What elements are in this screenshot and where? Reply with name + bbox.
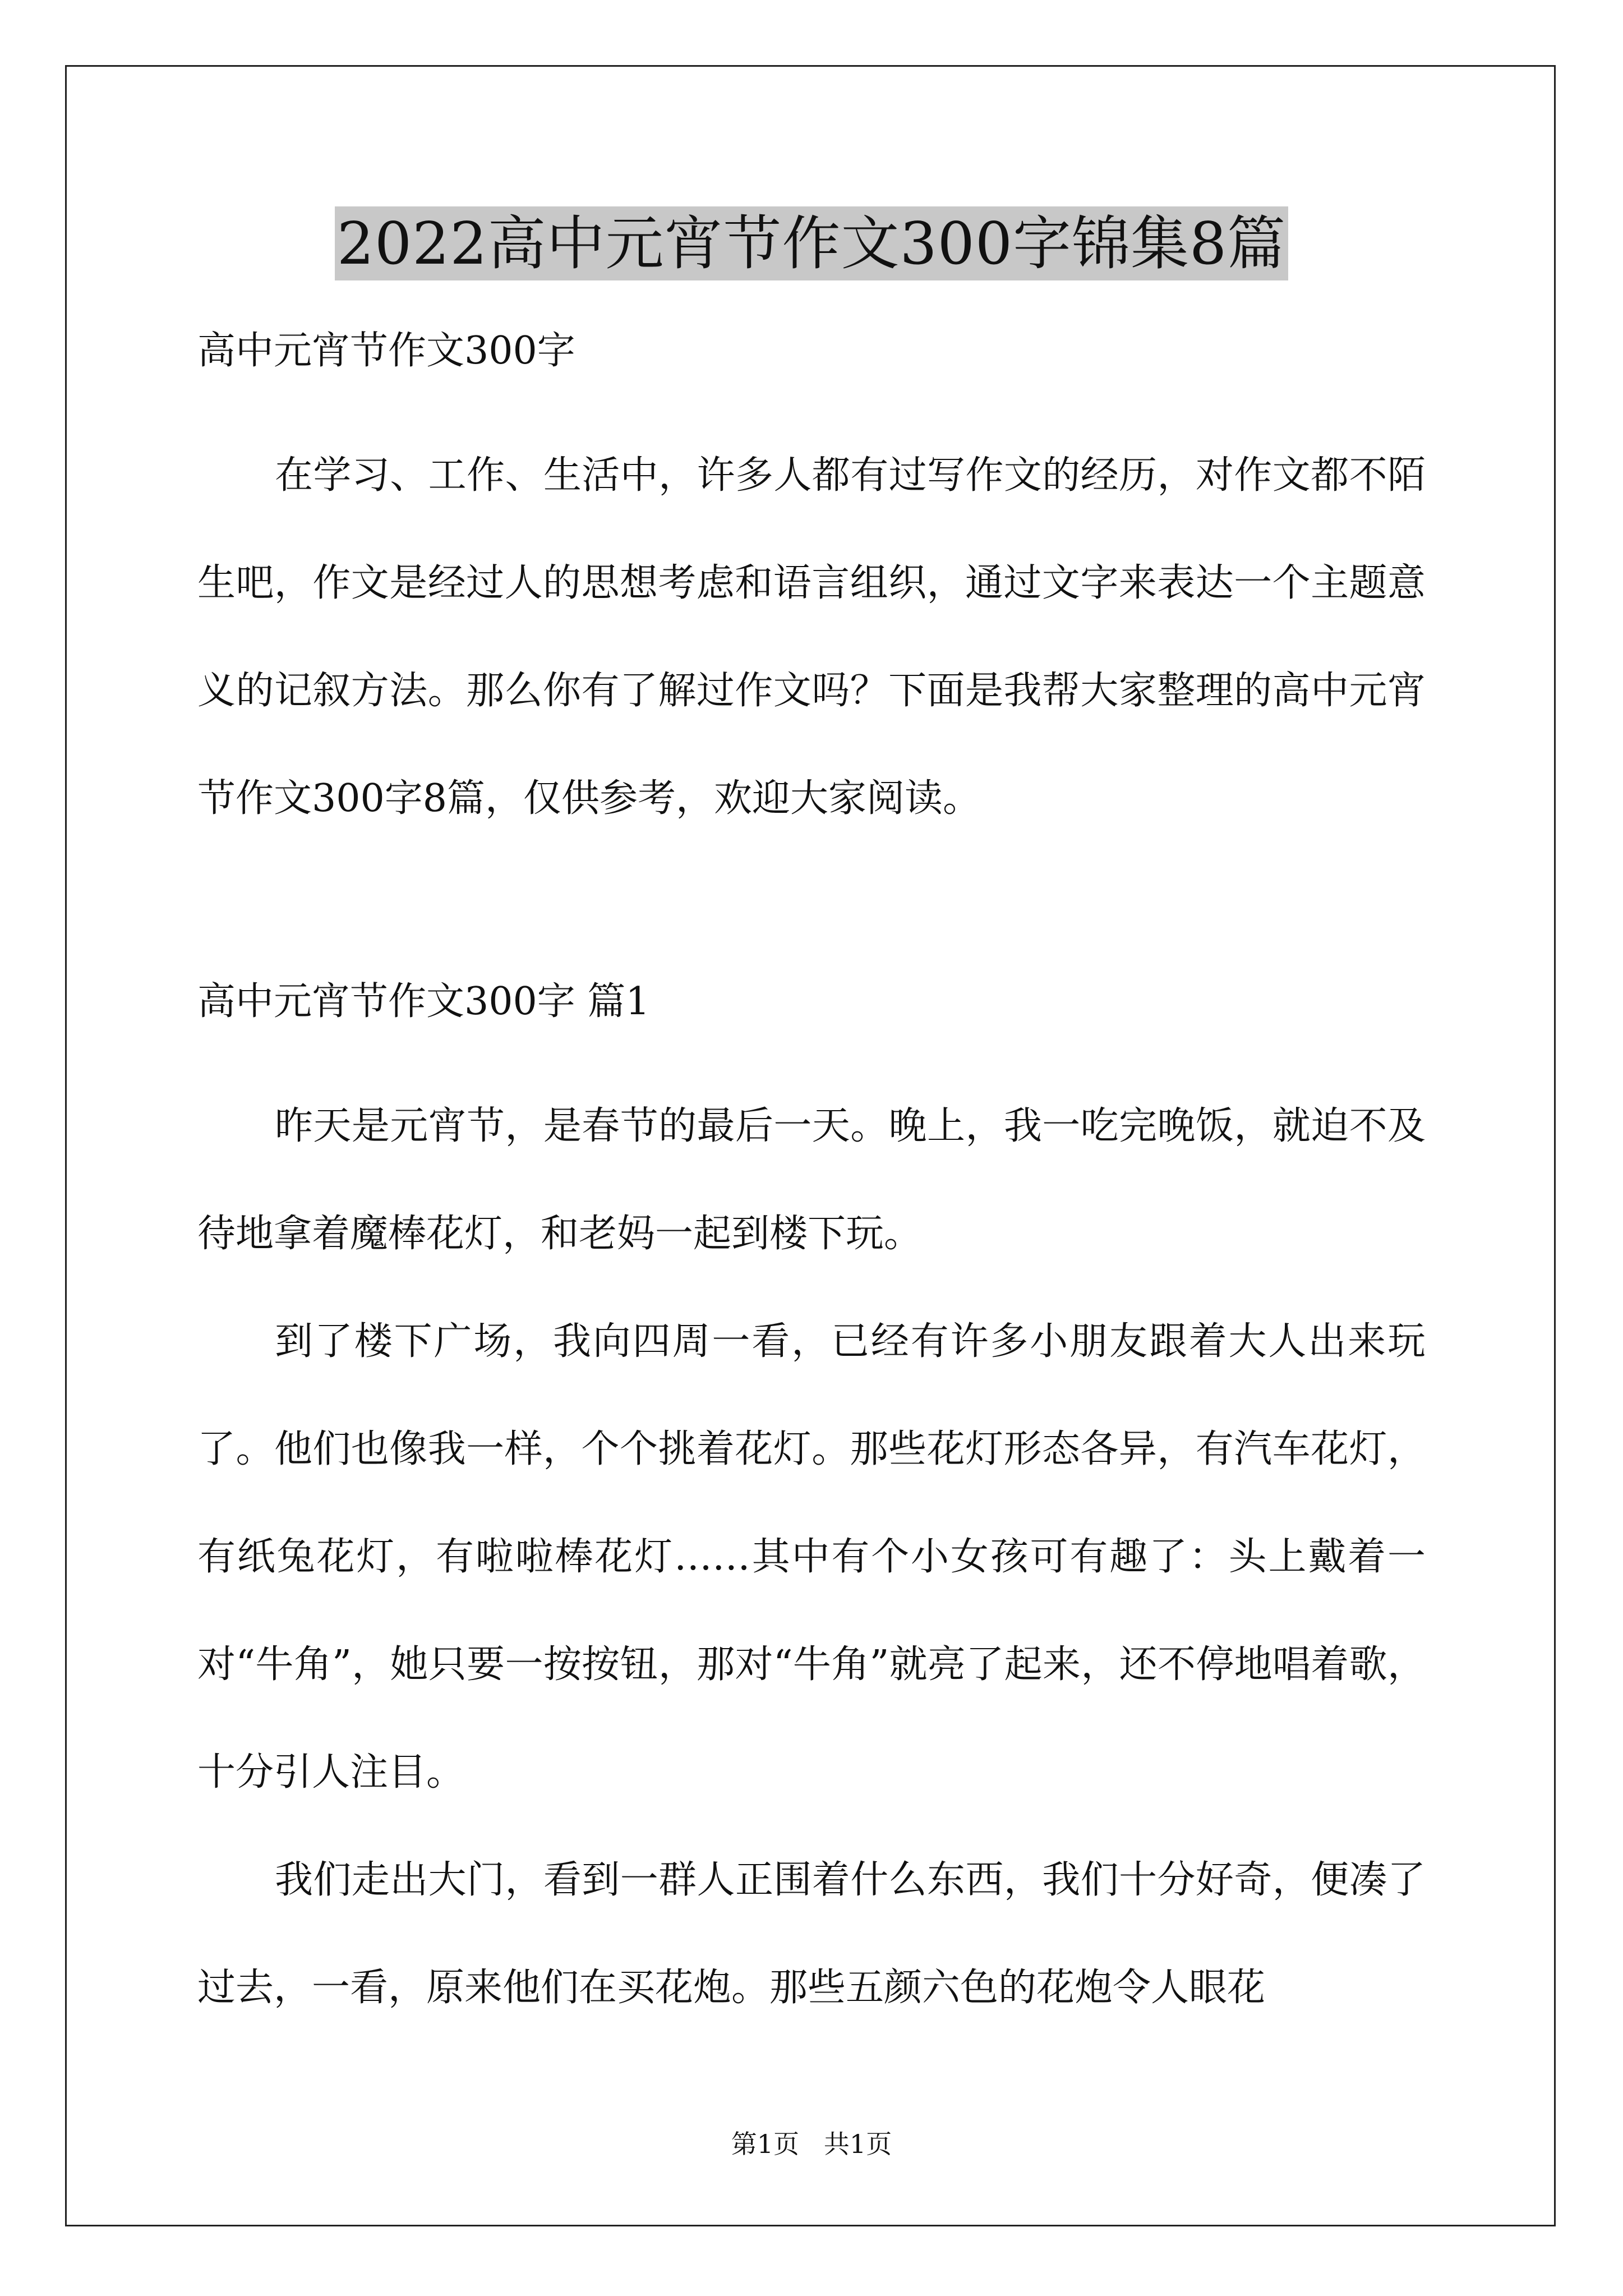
- intro-paragraph: 在学习、工作、生活中，许多人都有过写作文的经历，对作文都不陌生吧，作文是经过人的思想考虑和语言组织，通过文字来表达一个主题意义的记叙方法。那么你有了解过作文吗？下面是我帮大家整理的高中元宵节作文300字8篇，仅供参考，欢迎大家阅读。: [197, 453, 1426, 821]
- section-paragraph: 到了楼下广场，我向四周一看，已经有许多小朋友跟着大人出来玩了。他们也像我一样，个个挑着花灯。那些花灯形态各异，有汽车花灯，有纸兔花灯，有啦啦棒花灯……其中有个小女孩可有趣了：头上戴着一对“牛角”，她只要一按按钮，那对“牛角”就亮了起来，还不停地唱着歌，十分引人注目。: [197, 1319, 1426, 1795]
- section-paragraph: 我们走出大门，看到一群人正围着什么东西，我们十分好奇，便凑了过去，一看，原来他们在买花炮。那些五颜六色的花炮令人眼花: [197, 1858, 1426, 2010]
- title-container: [0, 206, 1623, 280]
- section-heading: 高中元宵节作文300字 篇1: [197, 979, 650, 1024]
- section-paragraph: 昨天是元宵节，是春节的最后一天。晚上，我一吃完晚饭，就迫不及待地拿着魔棒花灯，和老妈一起到楼下玩。: [197, 1104, 1426, 1256]
- document-title: 2022高中元宵节作文300字锦集8篇: [335, 206, 1288, 280]
- intro-heading: 高中元宵节作文300字: [197, 329, 575, 373]
- page-number: 第1页 共1页: [731, 2129, 892, 2159]
- document-body: [197, 320, 1426, 2042]
